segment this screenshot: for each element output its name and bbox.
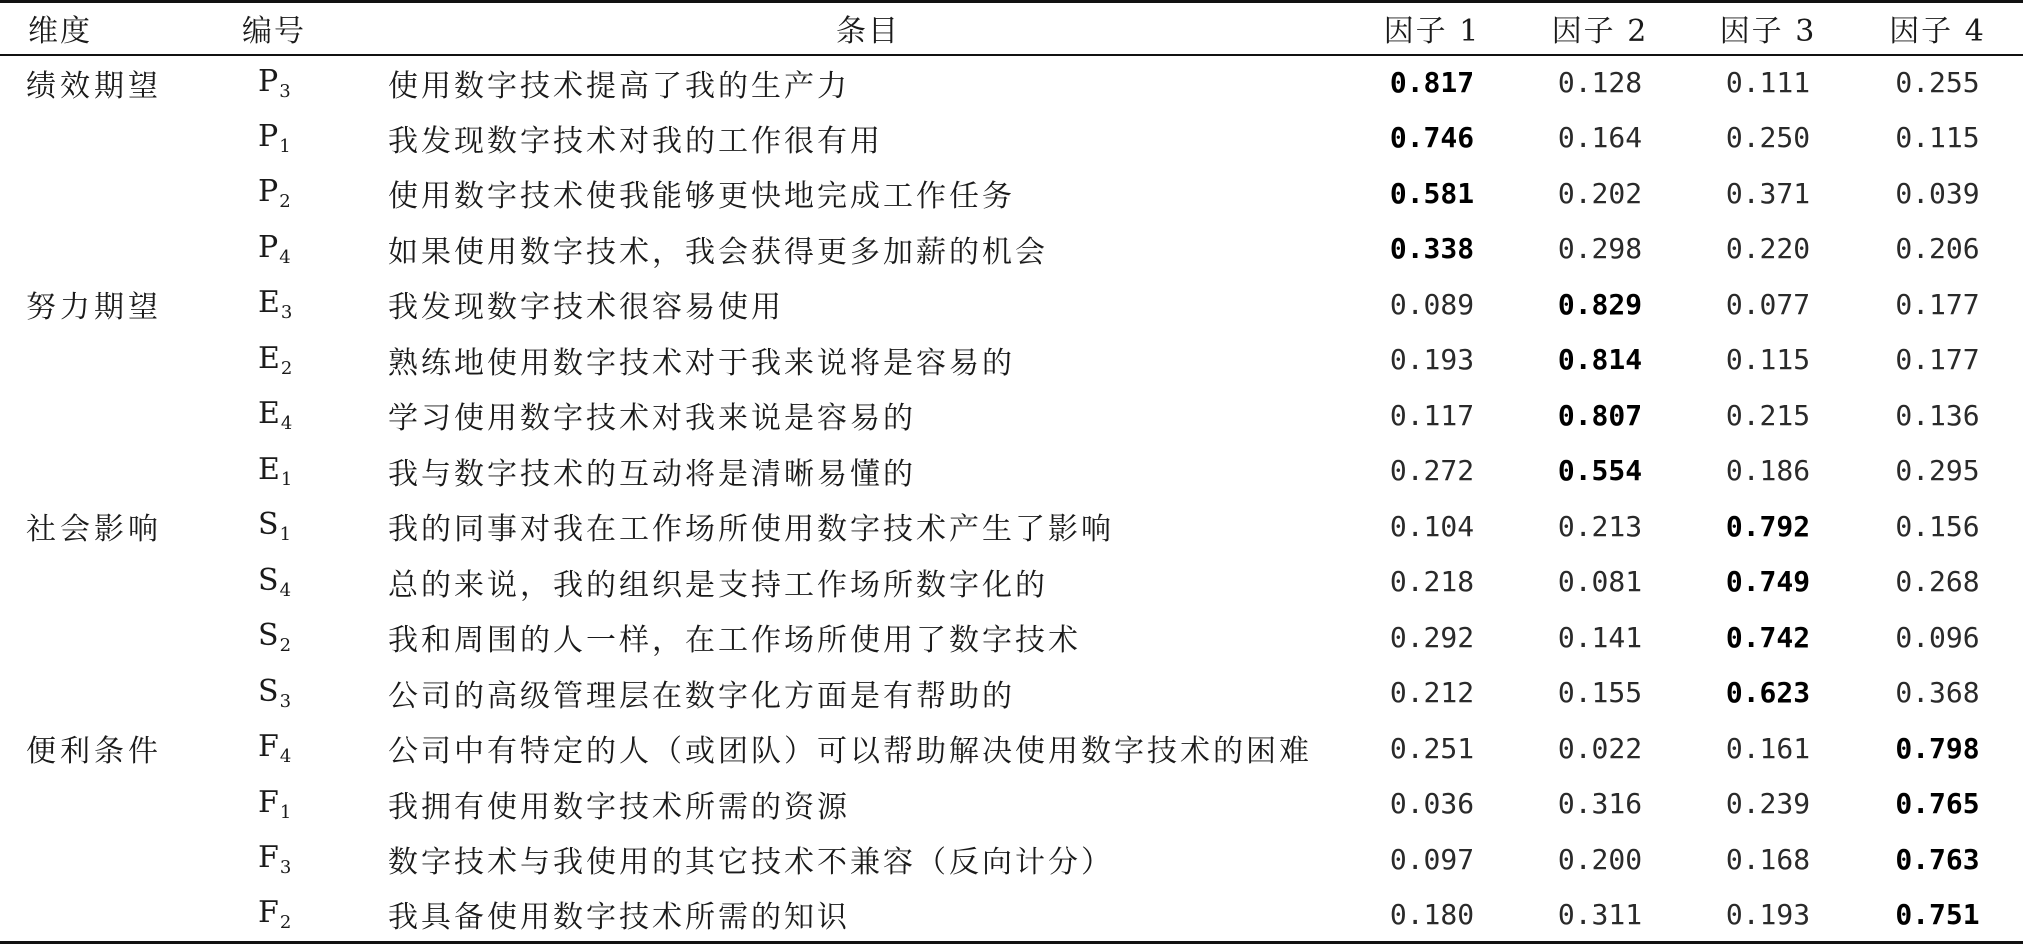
factor-4-loading-cell: 0.798 bbox=[1895, 731, 1980, 765]
factor-3-loading-cell: 0.077 bbox=[1725, 287, 1811, 321]
item-text-cell: 我发现数字技术很容易使用 bbox=[388, 290, 784, 326]
header-factor-3: 因子 3 bbox=[1684, 2, 1852, 55]
item-code-subscript: 4 bbox=[279, 246, 291, 268]
dimension-cell bbox=[0, 887, 220, 943]
item-code-cell bbox=[220, 665, 388, 721]
item-code-letter: S bbox=[258, 618, 279, 654]
table-header bbox=[0, 2, 2023, 55]
table-row bbox=[0, 332, 2023, 388]
item-text-cell: 我与数字技术的互动将是清晰易懂的 bbox=[388, 456, 916, 492]
item-code-letter: F bbox=[258, 895, 279, 930]
item-text-cell: 我具备使用数字技术所需的知识 bbox=[388, 887, 1348, 943]
item-code-letter: F bbox=[258, 729, 279, 765]
item-text-cell: 使用数字技术使我能够更快地完成工作任务 bbox=[388, 179, 1015, 215]
factor-3-loading-cell: 0.749 bbox=[1725, 565, 1811, 599]
item-code-letter: E bbox=[258, 285, 280, 321]
factor-2-loading-cell: 0.202 bbox=[1557, 176, 1643, 210]
item-text-cell: 使用数字技术提高了我的生产力 bbox=[388, 68, 850, 104]
table-row bbox=[0, 277, 2023, 333]
table-body bbox=[0, 55, 2023, 943]
dimension-cell bbox=[0, 332, 220, 388]
item-code-subscript: 4 bbox=[279, 746, 292, 768]
factor-3-loading-cell: 0.186 bbox=[1725, 454, 1811, 488]
factor-2-loading-cell: 0.081 bbox=[1557, 565, 1643, 599]
table-row bbox=[0, 499, 2023, 555]
item-text-cell: 我拥有使用数字技术所需的资源 bbox=[388, 789, 850, 825]
factor-3-loading-cell: 0.250 bbox=[1725, 121, 1811, 155]
factor-1-loading-cell: 0.272 bbox=[1389, 454, 1475, 488]
factor-1-loading-cell: 0.251 bbox=[1389, 731, 1475, 765]
factor-2-loading-cell: 0.200 bbox=[1557, 842, 1643, 876]
table-row bbox=[0, 721, 2023, 777]
item-code-subscript: 2 bbox=[279, 912, 292, 933]
factor-4-loading-cell: 0.096 bbox=[1895, 620, 1980, 654]
factor-1-loading-cell: 0.212 bbox=[1389, 676, 1475, 710]
table-row bbox=[0, 55, 2023, 111]
item-code-subscript: 1 bbox=[280, 468, 293, 490]
dimension-cell bbox=[0, 221, 220, 277]
factor-2-loading-cell: 0.807 bbox=[1557, 398, 1643, 432]
factor-3-loading-cell: 0.168 bbox=[1725, 842, 1811, 876]
factor-3-loading-cell: 0.111 bbox=[1725, 66, 1811, 100]
factor-3-loading-cell: 0.371 bbox=[1725, 176, 1811, 210]
factor-4-loading-cell: 0.751 bbox=[1852, 887, 2023, 943]
factor-2-loading-cell: 0.155 bbox=[1557, 676, 1643, 710]
table-row bbox=[0, 443, 2023, 499]
item-code-letter: S bbox=[258, 673, 279, 709]
factor-3-loading-cell: 0.239 bbox=[1725, 787, 1811, 821]
header-factor-2: 因子 2 bbox=[1516, 2, 1684, 55]
item-code-cell bbox=[220, 832, 388, 888]
factor-4-loading-cell: 0.268 bbox=[1895, 565, 1980, 599]
item-code-letter: P bbox=[258, 174, 279, 210]
factor-1-loading-cell: 0.104 bbox=[1389, 509, 1475, 543]
factor-2-loading-cell: 0.128 bbox=[1557, 66, 1643, 100]
item-code-cell bbox=[220, 277, 388, 333]
table-row bbox=[0, 166, 2023, 222]
item-code-letter: P bbox=[258, 63, 279, 99]
item-text-cell: 我的同事对我在工作场所使用数字技术产生了影响 bbox=[388, 512, 1114, 548]
dimension-cell bbox=[0, 665, 220, 721]
factor-1-loading-cell: 0.089 bbox=[1389, 287, 1475, 321]
item-text-cell: 数字技术与我使用的其它技术不兼容（反向计分） bbox=[388, 845, 1114, 881]
dimension-cell bbox=[0, 166, 220, 222]
table-row bbox=[0, 110, 2023, 166]
dimension-cell: 绩效期望 bbox=[26, 68, 162, 104]
factor-1-loading-cell: 0.581 bbox=[1389, 176, 1475, 210]
factor-2-loading-cell: 0.316 bbox=[1557, 787, 1643, 821]
header-dimension: 维度 bbox=[0, 2, 220, 55]
table-row bbox=[0, 610, 2023, 666]
table-row bbox=[0, 832, 2023, 888]
factor-2-loading-cell: 0.164 bbox=[1557, 121, 1643, 155]
factor-1-loading-cell: 0.218 bbox=[1389, 565, 1475, 599]
item-code-letter: E bbox=[258, 451, 280, 487]
factor-1-loading-cell: 0.193 bbox=[1389, 343, 1475, 377]
item-text-cell: 熟练地使用数字技术对于我来说将是容易的 bbox=[388, 345, 1015, 381]
header-factor-1: 因子 1 bbox=[1348, 2, 1516, 55]
header-code: 编号 bbox=[220, 2, 388, 55]
factor-4-loading-cell: 0.295 bbox=[1895, 454, 1980, 488]
factor-2-loading-cell: 0.213 bbox=[1557, 509, 1643, 543]
factor-2-loading-cell: 0.311 bbox=[1516, 887, 1684, 943]
item-code-cell bbox=[220, 499, 388, 555]
item-code-letter: S bbox=[258, 562, 279, 598]
item-code-subscript: 2 bbox=[279, 191, 291, 213]
item-text-cell: 我发现数字技术对我的工作很有用 bbox=[388, 123, 883, 159]
factor-1-loading-cell: 0.292 bbox=[1389, 620, 1475, 654]
factor-1-loading-cell: 0.097 bbox=[1389, 842, 1475, 876]
table-row bbox=[0, 388, 2023, 444]
item-text-cell: 公司的高级管理层在数字化方面是有帮助的 bbox=[388, 678, 1015, 714]
dimension-cell bbox=[0, 388, 220, 444]
factor-2-loading-cell: 0.554 bbox=[1557, 454, 1643, 488]
item-code-cell bbox=[220, 332, 388, 388]
factor-1-loading-cell: 0.180 bbox=[1348, 887, 1516, 943]
item-code-subscript: 4 bbox=[280, 413, 293, 435]
item-code-cell bbox=[220, 388, 388, 444]
factor-4-loading-cell: 0.177 bbox=[1895, 343, 1980, 377]
factor-1-loading-cell: 0.746 bbox=[1389, 121, 1475, 155]
table-row bbox=[0, 554, 2023, 610]
item-code-cell bbox=[220, 55, 388, 111]
item-code-letter: S bbox=[258, 507, 279, 543]
dimension-cell bbox=[0, 110, 220, 166]
factor-4-loading-cell: 0.765 bbox=[1895, 787, 1980, 821]
factor-4-loading-cell: 0.763 bbox=[1895, 842, 1980, 876]
item-code-subscript: 2 bbox=[280, 357, 293, 379]
factor-1-loading-cell: 0.117 bbox=[1389, 398, 1475, 432]
table-row bbox=[0, 776, 2023, 832]
factor-3-loading-cell: 0.742 bbox=[1725, 620, 1811, 654]
dimension-cell bbox=[0, 443, 220, 499]
item-code-letter: F bbox=[258, 784, 279, 820]
dimension-cell: 便利条件 bbox=[26, 734, 162, 770]
item-code-subscript: 3 bbox=[280, 302, 293, 324]
factor-4-loading-cell: 0.156 bbox=[1895, 509, 1980, 543]
header-row bbox=[0, 2, 2023, 55]
factor-1-loading-cell: 0.817 bbox=[1389, 66, 1475, 100]
factor-2-loading-cell: 0.829 bbox=[1557, 287, 1643, 321]
item-code-cell bbox=[220, 776, 388, 832]
item-code-subscript: 1 bbox=[279, 135, 291, 157]
item-code-cell bbox=[220, 110, 388, 166]
item-code-subscript: 3 bbox=[279, 690, 292, 712]
factor-4-loading-cell: 0.368 bbox=[1895, 676, 1980, 710]
dimension-cell bbox=[0, 832, 220, 888]
header-factor-4: 因子 4 bbox=[1852, 2, 2023, 55]
item-text-cell: 公司中有特定的人（或团队）可以帮助解决使用数字技术的困难 bbox=[388, 734, 1312, 770]
factor-4-loading-cell: 0.039 bbox=[1895, 176, 1980, 210]
dimension-cell: 社会影响 bbox=[26, 512, 162, 548]
item-code-cell bbox=[220, 721, 388, 777]
item-code-cell bbox=[220, 443, 388, 499]
factor-3-loading-cell: 0.623 bbox=[1725, 676, 1811, 710]
factor-4-loading-cell: 0.177 bbox=[1895, 287, 1980, 321]
item-code-subscript: 3 bbox=[279, 80, 291, 102]
item-code-subscript: 1 bbox=[279, 801, 292, 823]
item-code-letter: P bbox=[258, 229, 279, 265]
item-code-letter: F bbox=[258, 840, 279, 876]
factor-4-loading-cell: 0.206 bbox=[1895, 232, 1980, 266]
table-row bbox=[0, 887, 2023, 943]
item-code-subscript: 1 bbox=[279, 524, 292, 546]
factor-2-loading-cell: 0.022 bbox=[1557, 731, 1643, 765]
item-text-cell: 如果使用数字技术，我会获得更多加薪的机会 bbox=[388, 234, 1048, 270]
item-code-letter: P bbox=[258, 118, 279, 154]
dimension-cell bbox=[0, 554, 220, 610]
item-text-cell: 总的来说，我的组织是支持工作场所数字化的 bbox=[388, 567, 1048, 603]
factor-2-loading-cell: 0.298 bbox=[1557, 232, 1643, 266]
factor-3-loading-cell: 0.215 bbox=[1725, 398, 1811, 432]
item-code-subscript: 4 bbox=[279, 579, 292, 601]
item-code-subscript: 2 bbox=[279, 635, 292, 657]
table-row bbox=[0, 665, 2023, 721]
factor-1-loading-cell: 0.036 bbox=[1389, 787, 1475, 821]
factor-4-loading-cell: 0.255 bbox=[1895, 66, 1980, 100]
item-code-letter: E bbox=[258, 340, 280, 376]
item-code-cell bbox=[220, 221, 388, 277]
factor-4-loading-cell: 0.136 bbox=[1895, 398, 1980, 432]
factor-2-loading-cell: 0.814 bbox=[1557, 343, 1643, 377]
item-text-cell: 我和周围的人一样，在工作场所使用了数字技术 bbox=[388, 623, 1081, 659]
item-code-cell bbox=[220, 887, 388, 943]
factor-3-loading-cell: 0.115 bbox=[1725, 343, 1811, 377]
factor-2-loading-cell: 0.141 bbox=[1557, 620, 1643, 654]
factor-1-loading-cell: 0.338 bbox=[1389, 232, 1475, 266]
item-code-subscript: 3 bbox=[279, 857, 292, 879]
item-code-letter: E bbox=[258, 396, 280, 432]
dimension-cell: 努力期望 bbox=[26, 290, 162, 326]
item-code-cell bbox=[220, 610, 388, 666]
factor-3-loading-cell: 0.220 bbox=[1725, 232, 1811, 266]
table-row bbox=[0, 221, 2023, 277]
factor-3-loading-cell: 0.792 bbox=[1725, 509, 1811, 543]
header-item: 条目 bbox=[388, 2, 1348, 55]
factor-4-loading-cell: 0.115 bbox=[1895, 121, 1980, 155]
item-code-cell bbox=[220, 554, 388, 610]
dimension-cell bbox=[0, 776, 220, 832]
factor-3-loading-cell: 0.193 bbox=[1684, 887, 1852, 943]
factor-3-loading-cell: 0.161 bbox=[1725, 731, 1811, 765]
item-text-cell: 学习使用数字技术对我来说是容易的 bbox=[388, 401, 916, 437]
item-code-cell bbox=[220, 166, 388, 222]
dimension-cell bbox=[0, 610, 220, 666]
